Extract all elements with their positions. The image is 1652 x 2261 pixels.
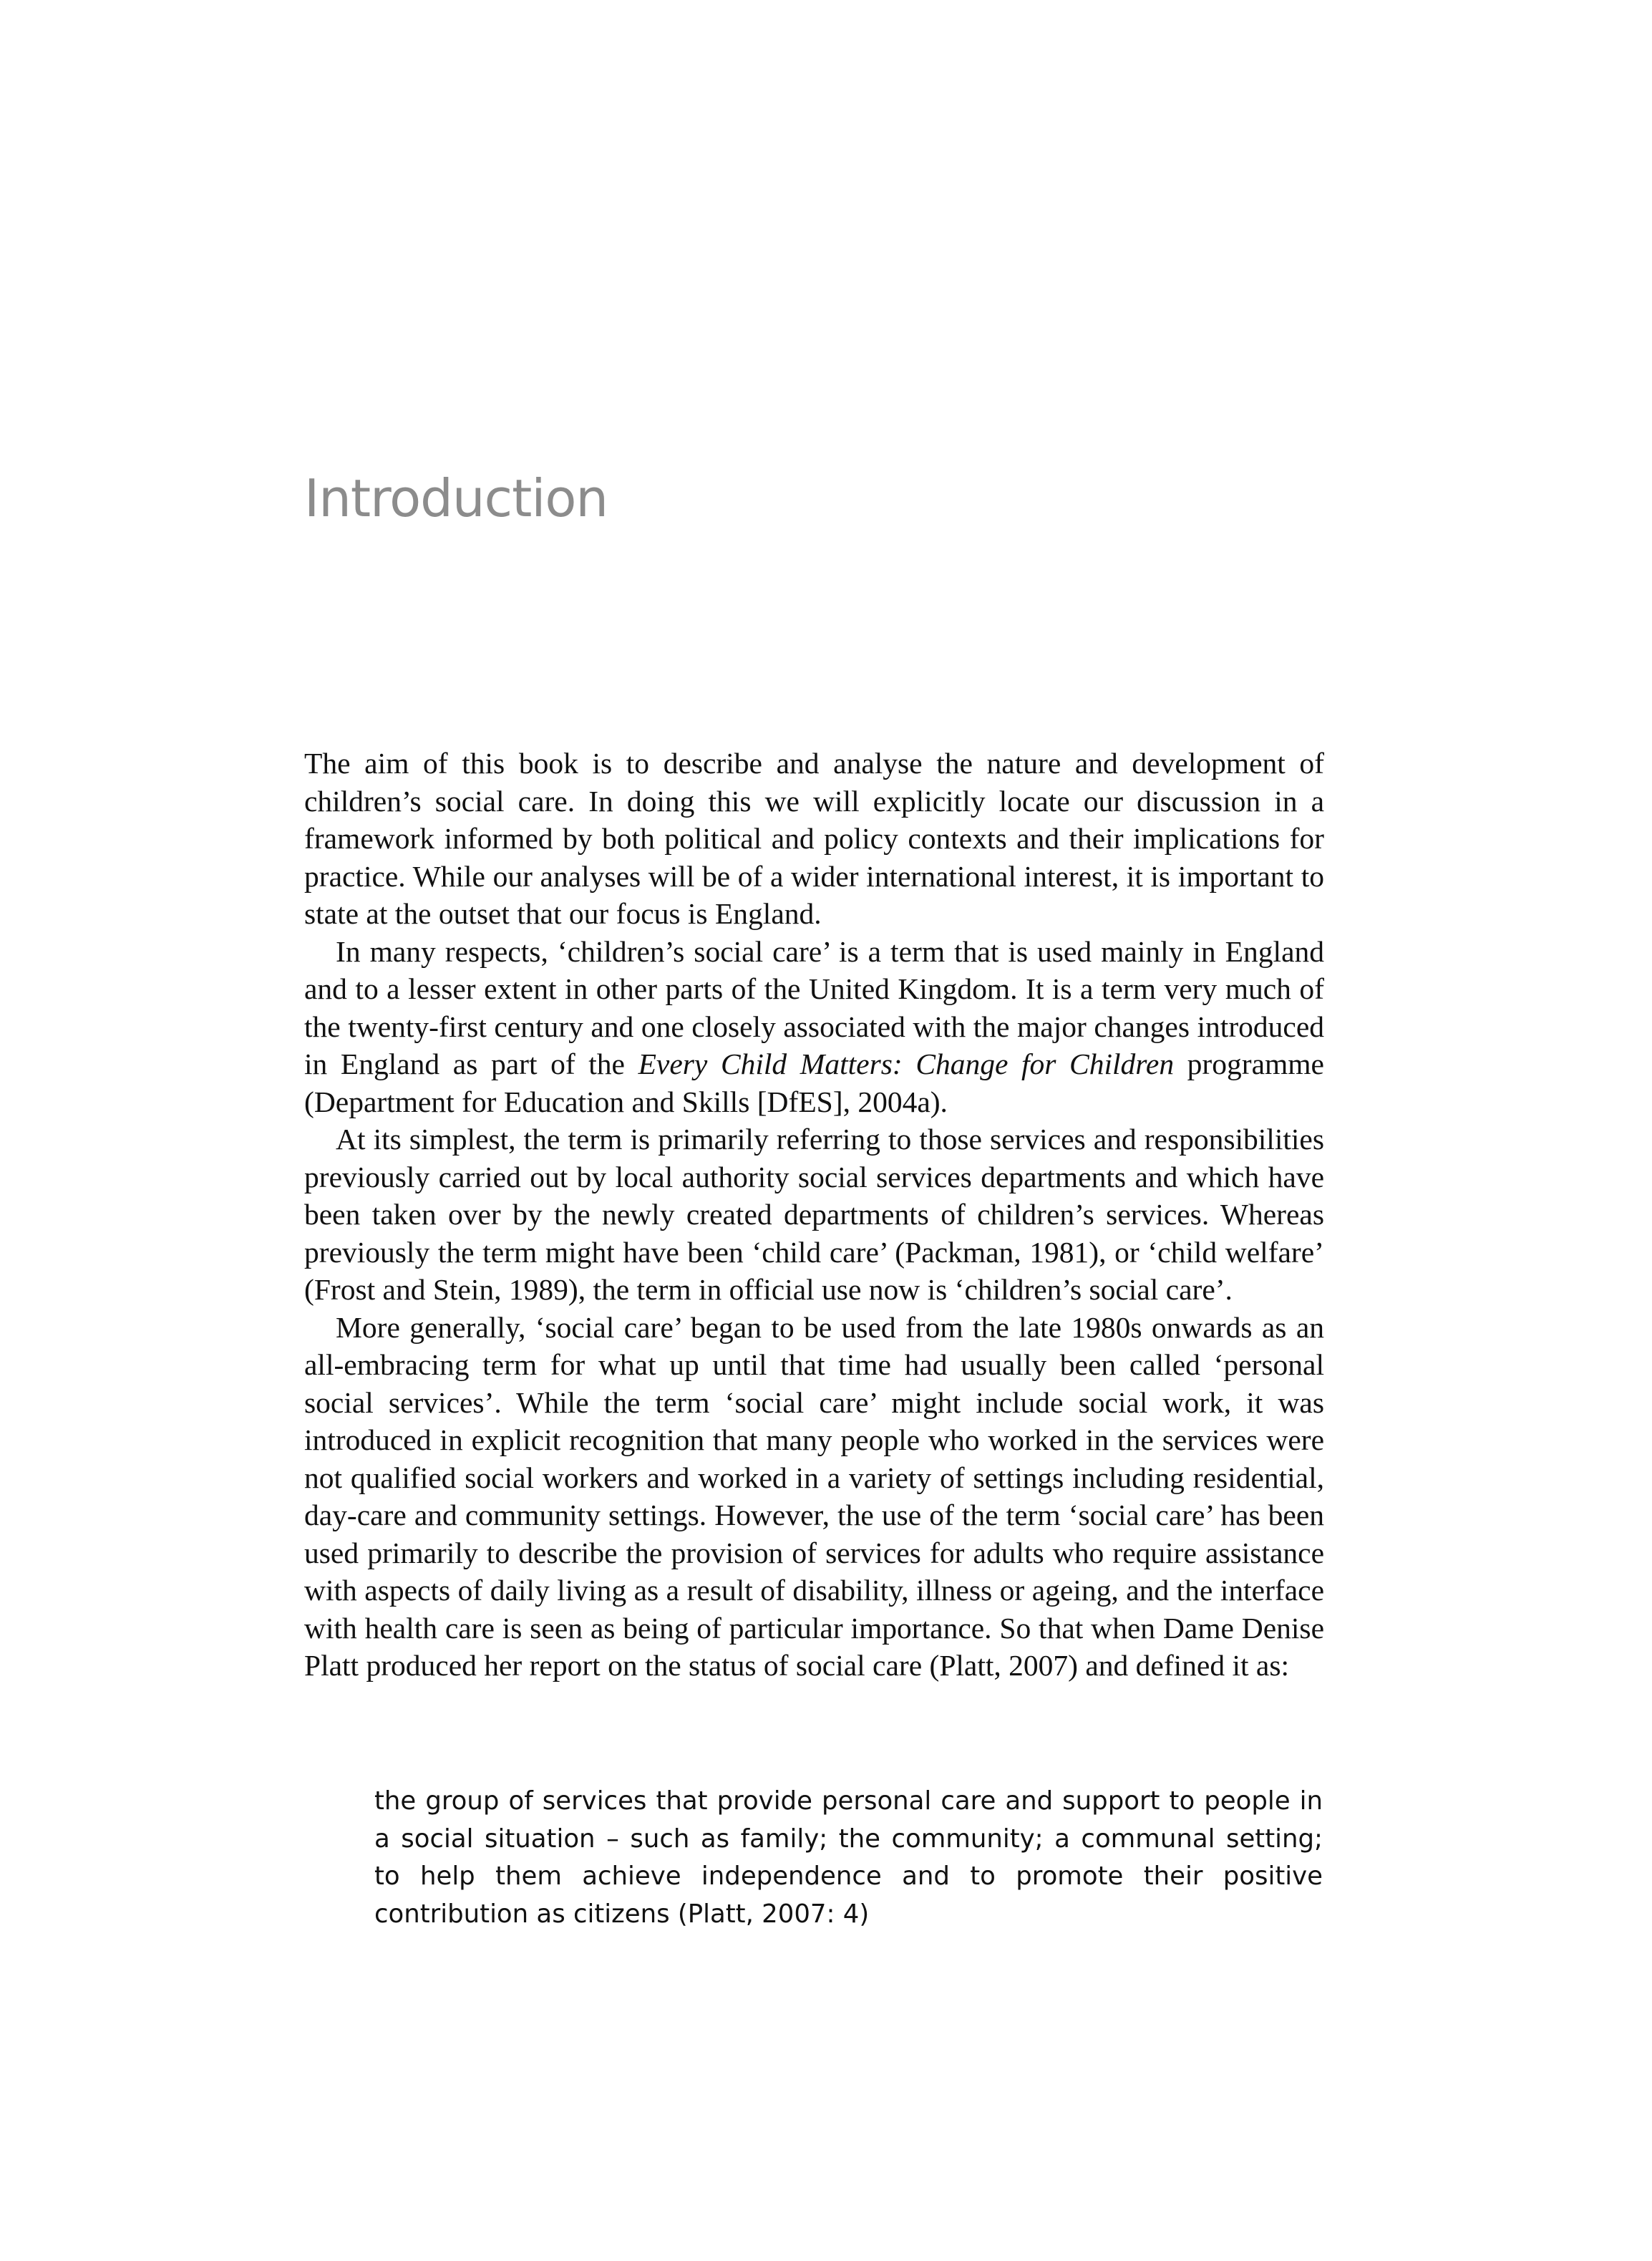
programme-title: Every Child Matters: Change for Children: [638, 1047, 1175, 1080]
paragraph-1: The aim of this book is to describe and analyse the nature and development of children’s social care. In doing this we will explicitly locate our discussion in a framework informed by both political and policy contexts and their implications for practice. While our analyses will be of a wider international interest, it is important to state at the outset that our focus is England.: [304, 747, 1324, 930]
chapter-title: Introduction: [304, 468, 608, 528]
paragraph-2: [304, 933, 1324, 1121]
paragraph-2-text-start: In many respects, ‘children’s social care’ is a term that is used mainly in England and to a lesser extent in other parts of the United Kingdom. It is a term very much of the twenty-first century and one closely associated with the major changes introduced in England as part of the: [304, 934, 1324, 1080]
body-text: [304, 745, 1324, 1685]
paragraph-4: More generally, ‘social care’ began to be used from the late 1980s onwards as an all-embracing term for what up until that time had usually been called ‘personal social services’. While the term ‘social care’ might include social work, it was introduced in explicit recognition that many people who worked in the services were not qualified social workers and worked in a variety of settings including residential, day-care and community settings. However, the use of the term ‘social care’ has been used primarily to describe the provision of services for adults who require assistance with aspects of daily living as a result of disability, illness or ageing, and the interface with health care is seen as being of particular importance. So that when Dame Denise Platt produced her report on the status of social care (Platt, 2007) and defined it as:: [304, 1310, 1324, 1682]
paragraph-3: At its simplest, the term is primarily referring to those services and responsibilities previously carried out by local authority social services departments and which have been taken over by the newly created departments of children’s services. Whereas previously the term might have been ‘child care’ (Packman, 1981), or ‘child welfare’ (Frost and Stein, 1989), the term in official use now is ‘children’s social care’.: [304, 1123, 1324, 1306]
paragraph-2-text-end: programme (Department for Education and Skills [DfES], 2004a).: [304, 1047, 1324, 1118]
block-quote: the group of services that provide personal care and support to people in a social situation – such as family; the community; a communal setting; to help them achieve independence and to promote their positive contribution as citizens (Platt, 2007: 4): [374, 1786, 1323, 1929]
